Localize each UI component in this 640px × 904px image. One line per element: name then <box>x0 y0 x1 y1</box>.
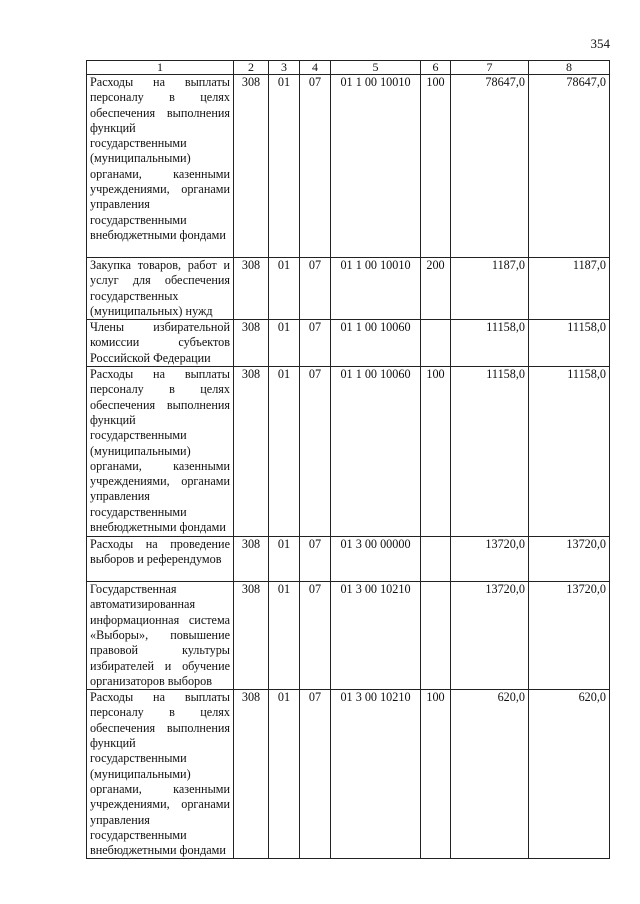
table-header-row <box>87 61 610 75</box>
table-row <box>87 582 610 690</box>
section-code: 01 <box>269 320 300 367</box>
amount-col7: 13720,0 <box>451 582 529 690</box>
amount-col8: 13720,0 <box>529 582 610 690</box>
target-article-code: 01 3 00 00000 <box>331 537 421 582</box>
column-header: 6 <box>421 61 451 75</box>
expense-type-code <box>421 537 451 582</box>
expense-name: Члены избирательной комиссии субъектов Российской Федерации <box>87 320 234 367</box>
section-code: 01 <box>269 537 300 582</box>
expense-name: Расходы на выплаты персоналу в целях обеспечения выполнения функций государственными (муниципальными) органами, казенными учреждениями, органами управления государственными внебюджетными фондами <box>87 690 234 859</box>
table-row <box>87 258 610 320</box>
amount-col8: 1187,0 <box>529 258 610 320</box>
column-header: 1 <box>87 61 234 75</box>
subsection-code: 07 <box>300 367 331 537</box>
expense-type-code <box>421 320 451 367</box>
expense-type-code: 100 <box>421 690 451 859</box>
column-header: 5 <box>331 61 421 75</box>
section-code: 01 <box>269 582 300 690</box>
amount-col7: 13720,0 <box>451 537 529 582</box>
section-code: 01 <box>269 258 300 320</box>
ministry-code: 308 <box>234 320 269 367</box>
target-article-code: 01 3 00 10210 <box>331 690 421 859</box>
section-code: 01 <box>269 367 300 537</box>
subsection-code: 07 <box>300 258 331 320</box>
table-row <box>87 367 610 537</box>
amount-col8: 13720,0 <box>529 537 610 582</box>
amount-col8: 11158,0 <box>529 320 610 367</box>
column-header: 3 <box>269 61 300 75</box>
table-row <box>87 75 610 258</box>
amount-col8: 78647,0 <box>529 75 610 258</box>
target-article-code: 01 1 00 10010 <box>331 258 421 320</box>
subsection-code: 07 <box>300 537 331 582</box>
ministry-code: 308 <box>234 582 269 690</box>
expense-name: Государственная автоматизированная информационная система «Выборы», повышение правовой культуры избирателей и обучение организаторов выборов <box>87 582 234 690</box>
table-row <box>87 320 610 367</box>
column-header: 7 <box>451 61 529 75</box>
section-code: 01 <box>269 75 300 258</box>
amount-col8: 620,0 <box>529 690 610 859</box>
target-article-code: 01 1 00 10060 <box>331 367 421 537</box>
expense-type-code: 200 <box>421 258 451 320</box>
column-header: 4 <box>300 61 331 75</box>
expense-type-code: 100 <box>421 75 451 258</box>
amount-col7: 620,0 <box>451 690 529 859</box>
amount-col7: 78647,0 <box>451 75 529 258</box>
target-article-code: 01 1 00 10060 <box>331 320 421 367</box>
expense-name: Расходы на выплаты персоналу в целях обеспечения выполнения функций государственными (муниципальными) органами, казенными учреждениями, органами управления государственными внебюджетными фондами <box>87 367 234 537</box>
amount-col7: 11158,0 <box>451 367 529 537</box>
section-code: 01 <box>269 690 300 859</box>
subsection-code: 07 <box>300 690 331 859</box>
page-number: 354 <box>590 36 610 51</box>
expense-name: Расходы на выплаты персоналу в целях обеспечения выполнения функций государственными (муниципальными) органами, казенными учреждениями, органами управления государственными внебюджетными фондами <box>87 75 234 258</box>
ministry-code: 308 <box>234 690 269 859</box>
subsection-code: 07 <box>300 320 331 367</box>
budget-table <box>86 60 610 859</box>
target-article-code: 01 3 00 10210 <box>331 582 421 690</box>
ministry-code: 308 <box>234 258 269 320</box>
expense-name: Закупка товаров, работ и услуг для обеспечения государственных (муниципальных) нужд <box>87 258 234 320</box>
column-header: 8 <box>529 61 610 75</box>
expense-name: Расходы на проведение выборов и референдумов <box>87 537 234 582</box>
expense-type-code: 100 <box>421 367 451 537</box>
expense-type-code <box>421 582 451 690</box>
ministry-code: 308 <box>234 537 269 582</box>
target-article-code: 01 1 00 10010 <box>331 75 421 258</box>
amount-col8: 11158,0 <box>529 367 610 537</box>
ministry-code: 308 <box>234 367 269 537</box>
table-row <box>87 537 610 582</box>
ministry-code: 308 <box>234 75 269 258</box>
subsection-code: 07 <box>300 75 331 258</box>
amount-col7: 11158,0 <box>451 320 529 367</box>
column-header: 2 <box>234 61 269 75</box>
subsection-code: 07 <box>300 582 331 690</box>
amount-col7: 1187,0 <box>451 258 529 320</box>
table-row <box>87 690 610 859</box>
